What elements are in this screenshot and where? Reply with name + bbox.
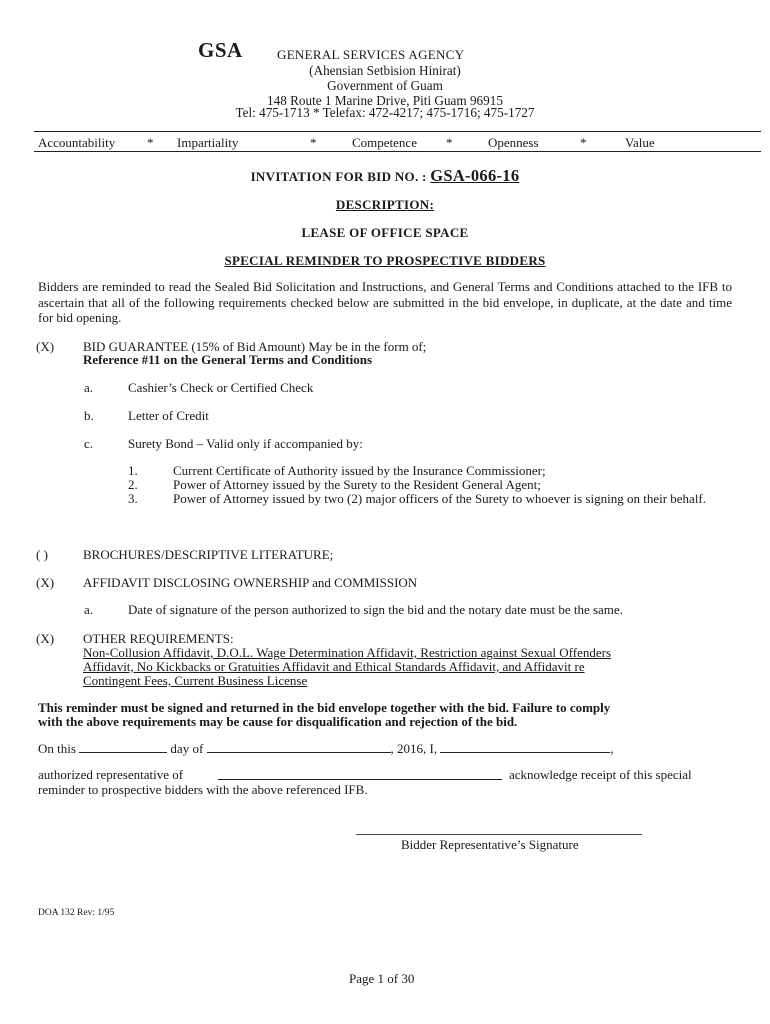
warning-line: with the above requirements may be cause for disqualification and rejection of the bid.: [38, 714, 518, 729]
page-number: Page 1 of 30: [349, 971, 415, 986]
surety-item-power-officers: Power of Attorney issued by two (2) major officers of the Surety to whoever is signing on their behalf.: [173, 491, 707, 506]
gsa-logo: GSA: [198, 38, 243, 62]
value-separator: *: [446, 135, 453, 150]
bid-guarantee-reference: Reference #11 on the General Terms and Conditions: [83, 352, 373, 367]
other-label: OTHER REQUIREMENTS:: [83, 631, 234, 646]
value-competence: Competence: [352, 135, 417, 150]
header-rule-bottom: [34, 151, 761, 152]
other-mark: (X): [36, 631, 55, 646]
option-letter: b.: [84, 408, 94, 423]
value-value: Value: [625, 135, 655, 150]
month-blank[interactable]: [207, 741, 391, 753]
value-impartiality: Impartiality: [177, 135, 239, 150]
company-blank[interactable]: [218, 767, 502, 780]
ifb-label: INVITATION FOR BID NO. :: [250, 169, 427, 184]
reminder-heading: SPECIAL REMINDER TO PROSPECTIVE BIDDERS: [224, 253, 546, 268]
ifb-heading: [0, 166, 770, 186]
affidavit-note-letter: a.: [84, 602, 94, 617]
signature-line[interactable]: [356, 834, 642, 835]
bid-guarantee-mark: (X): [36, 339, 55, 354]
surety-num: 2.: [128, 477, 138, 492]
affidavit-note: Date of signature of the person authorized to sign the bid and the notary date must be the same.: [128, 602, 623, 617]
brochures-label: BROCHURES/DESCRIPTIVE LITERATURE;: [83, 547, 334, 562]
day-of-label: day of: [170, 741, 204, 756]
agency-phones: Tel: 475-1713 * Telefax: 472-4217; 475-1716; 475-1727: [235, 105, 535, 120]
year-label: , 2016, I,: [390, 741, 438, 756]
option-letter-of-credit: Letter of Credit: [128, 408, 209, 423]
agency-name: GENERAL SERVICES AGENCY: [277, 47, 465, 62]
surety-num: 1.: [128, 463, 138, 478]
affidavit-label: AFFIDAVIT DISCLOSING OWNERSHIP and COMMISSION: [83, 575, 418, 590]
form-number: DOA 132 Rev: 1/95: [38, 908, 115, 918]
value-separator: *: [147, 135, 154, 150]
description-heading: DESCRIPTION:: [335, 197, 435, 212]
acknowledgement-line: [38, 741, 614, 756]
affidavit-mark: (X): [36, 575, 55, 590]
surety-item-power-agent: Power of Attorney issued by the Surety to the Resident General Agent;: [173, 477, 541, 492]
warning-line: This reminder must be signed and returned in the bid envelope together with the bid. Failure to comply: [38, 700, 611, 715]
option-letter: c.: [84, 436, 94, 451]
authorized-label: authorized representative of: [38, 767, 184, 782]
on-this-label: On this: [38, 741, 76, 756]
acknowledgement-line2: reminder to prospective bidders with the above referenced IFB.: [38, 782, 368, 797]
option-cashiers-check: Cashier’s Check or Certified Check: [128, 380, 314, 395]
option-surety-bond: Surety Bond – Valid only if accompanied by:: [128, 436, 363, 451]
government-name: Government of Guam: [327, 78, 443, 93]
header-rule-top: [34, 131, 761, 132]
ifb-number: GSA-066-16: [430, 166, 520, 185]
name-blank[interactable]: [440, 741, 610, 753]
bid-guarantee-label: BID GUARANTEE (15% of Bid Amount) May be in the form of;: [83, 339, 427, 354]
value-separator: *: [580, 135, 587, 150]
value-accountability: Accountability: [38, 135, 116, 150]
reminder-intro: Bidders are reminded to read the Sealed Bid Solicitation and Instructions, and General Terms and Conditions attached to the IFB to ascertain that all of the following requirements checked below are submitted in the bid envelope, in duplicate, at the date and time for bid opening.: [38, 279, 732, 325]
other-requirements-line: Affidavit, No Kickbacks or Gratuities Affidavit and Ethical Standards Affidavit, and Affidavit re: [83, 659, 585, 674]
value-separator: *: [310, 135, 317, 150]
trailing-comma: ,: [610, 741, 614, 756]
agency-address: 148 Route 1 Marine Drive, Piti Guam 96915: [267, 93, 503, 108]
brochures-mark: ( ): [36, 547, 48, 562]
signature-label: Bidder Representative’s Signature: [401, 837, 579, 852]
day-blank[interactable]: [79, 741, 167, 753]
option-letter: a.: [84, 380, 94, 395]
value-openness: Openness: [488, 135, 539, 150]
surety-num: 3.: [128, 491, 138, 506]
acknowledge-label: acknowledge receipt of this special: [509, 767, 692, 782]
other-requirements-line: Non-Collusion Affidavit, D.O.L. Wage Determination Affidavit, Restriction against Sexual Offenders: [83, 645, 612, 660]
core-values-bar: [0, 135, 770, 151]
other-requirements-line: Contingent Fees, Current Business License: [83, 673, 308, 688]
description-title: LEASE OF OFFICE SPACE: [301, 225, 469, 240]
surety-item-certificate: Current Certificate of Authority issued by the Insurance Commissioner;: [173, 463, 546, 478]
agency-subtitle: (Ahensian Setbision Hinirat): [309, 63, 461, 78]
